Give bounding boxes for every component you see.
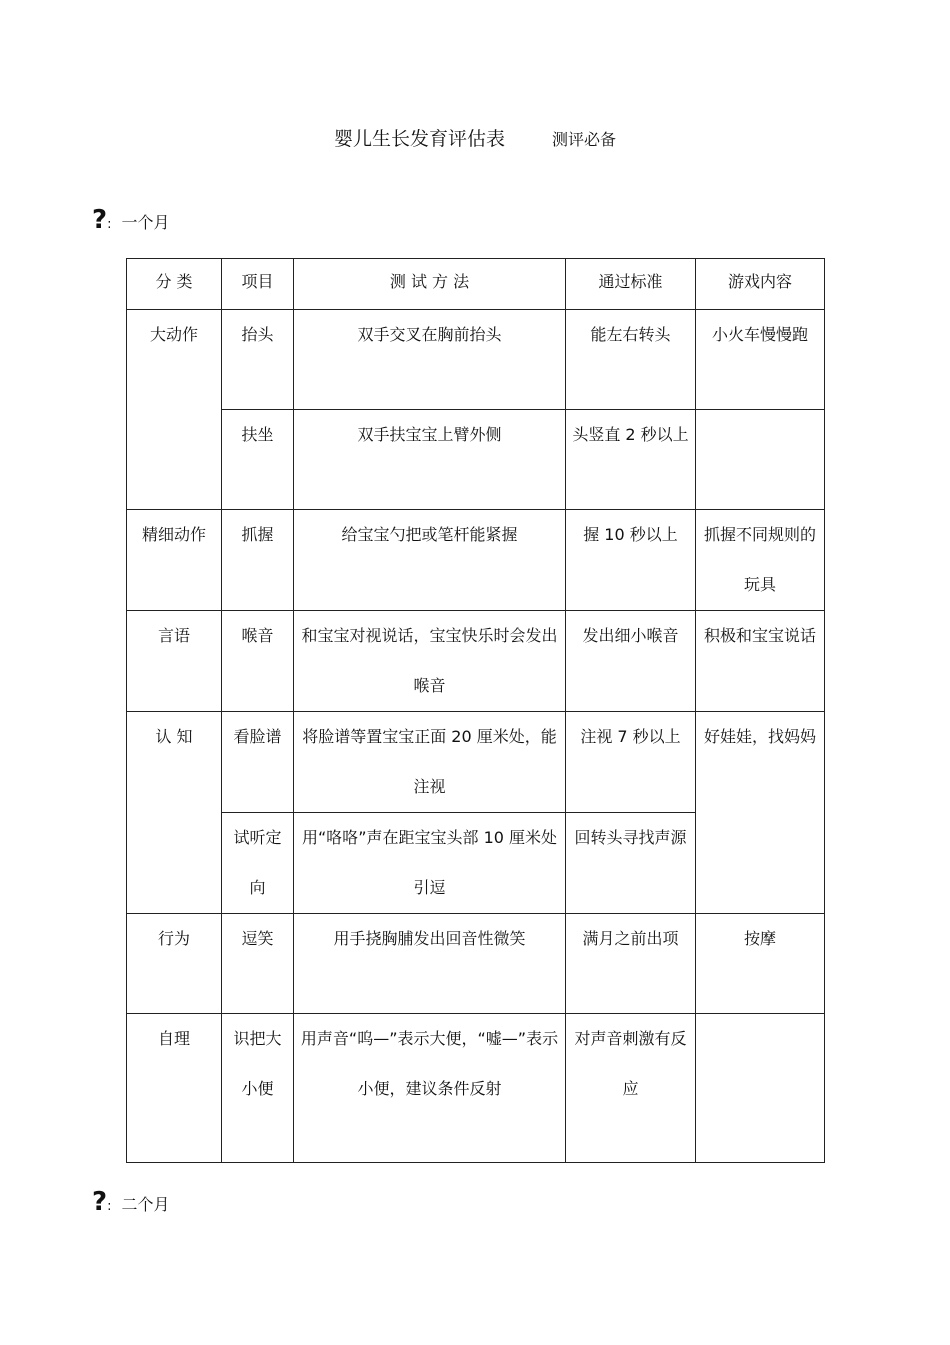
cell-method: 将脸谱等置宝宝正面 20 厘米处，能注视 xyxy=(294,712,566,813)
cell-standard: 满月之前出项 xyxy=(566,914,696,1014)
bullet-mark: ? xyxy=(92,1187,108,1217)
cell-method: 双手扶宝宝上臂外侧 xyxy=(294,410,566,510)
cell-game: 小火车慢慢跑 xyxy=(696,310,825,410)
cell-standard: 能左右转头 xyxy=(566,310,696,410)
section-label: 二个月 xyxy=(121,1195,170,1214)
section-label: 一个月 xyxy=(121,213,170,232)
table-header-row xyxy=(127,259,825,310)
header-category: 分 类 xyxy=(127,259,222,310)
table-row xyxy=(127,914,825,1014)
cell-standard: 回转头寻找声源 xyxy=(566,813,696,914)
cell-item: 识把大小便 xyxy=(222,1014,294,1163)
cell-method: 用声音“呜—”表示大便，“嘘—”表示小便，建议条件反射 xyxy=(294,1014,566,1163)
cell-category: 精细动作 xyxy=(127,510,222,611)
header-game: 游戏内容 xyxy=(696,259,825,310)
cell-standard: 发出细小喉音 xyxy=(566,611,696,712)
cell-standard: 头竖直 2 秒以上 xyxy=(566,410,696,510)
cell-method: 用手挠胸脯发出回音性微笑 xyxy=(294,914,566,1014)
cell-game: 积极和宝宝说话 xyxy=(696,611,825,712)
cell-category: 大动作 xyxy=(127,310,222,510)
cell-category: 自理 xyxy=(127,1014,222,1163)
table-row xyxy=(127,712,825,813)
section-heading-month-1 xyxy=(92,207,170,233)
evaluation-table xyxy=(126,258,825,1163)
cell-standard: 对声音刺激有反应 xyxy=(566,1014,696,1163)
cell-method: 给宝宝勺把或笔杆能紧握 xyxy=(294,510,566,611)
cell-item: 试听定向 xyxy=(222,813,294,914)
header-method: 测 试 方 法 xyxy=(294,259,566,310)
cell-item: 扶坐 xyxy=(222,410,294,510)
section-heading-month-2 xyxy=(92,1189,170,1215)
table-row xyxy=(127,1014,825,1163)
cell-game xyxy=(696,410,825,510)
title-row xyxy=(0,124,950,151)
cell-standard: 握 10 秒以上 xyxy=(566,510,696,611)
cell-category: 行为 xyxy=(127,914,222,1014)
document-subtitle: 测评必备 xyxy=(552,130,617,149)
cell-item: 逗笑 xyxy=(222,914,294,1014)
header-item: 项目 xyxy=(222,259,294,310)
bullet-colon: : xyxy=(107,1199,112,1214)
cell-game xyxy=(696,1014,825,1163)
cell-item: 看脸谱 xyxy=(222,712,294,813)
table-row xyxy=(127,410,825,510)
cell-category: 认 知 xyxy=(127,712,222,914)
cell-method: 用“咯咯”声在距宝宝头部 10 厘米处引逗 xyxy=(294,813,566,914)
cell-method: 双手交叉在胸前抬头 xyxy=(294,310,566,410)
cell-game: 按摩 xyxy=(696,914,825,1014)
cell-item: 抬头 xyxy=(222,310,294,410)
cell-item: 抓握 xyxy=(222,510,294,611)
bullet-colon: : xyxy=(107,217,112,232)
table-row xyxy=(127,510,825,611)
table-row xyxy=(127,611,825,712)
cell-category: 言语 xyxy=(127,611,222,712)
cell-item: 喉音 xyxy=(222,611,294,712)
header-standard: 通过标准 xyxy=(566,259,696,310)
table-row xyxy=(127,310,825,410)
cell-method: 和宝宝对视说话，宝宝快乐时会发出喉音 xyxy=(294,611,566,712)
document-title: 婴儿生长发育评估表 xyxy=(333,128,505,150)
cell-standard: 注视 7 秒以上 xyxy=(566,712,696,813)
bullet-mark: ? xyxy=(92,205,108,235)
cell-game: 好娃娃，找妈妈 xyxy=(696,712,825,914)
cell-game: 抓握不同规则的玩具 xyxy=(696,510,825,611)
